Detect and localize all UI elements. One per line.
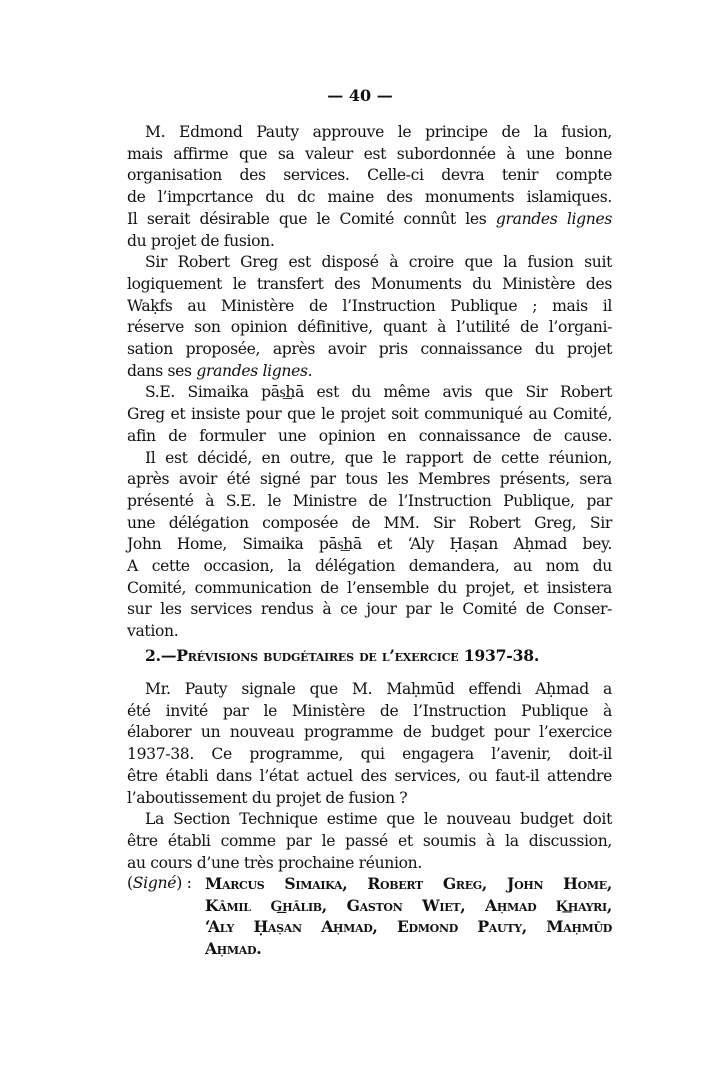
italic-phrase: grandes lignes (495, 209, 613, 228)
text-line: sation proposée, après avoir pris connaissance du projet (127, 340, 612, 359)
text-line: Il serait désirable que le Comité connût les grandes lignes (127, 209, 613, 228)
text-line: Il est décidé, en outre, que le rapport de cette réunion, (145, 448, 612, 467)
text-line: sur les services rendus à ce jour par le Comité de Conser- (127, 600, 612, 619)
paragraph-budget-question (127, 679, 612, 809)
text-line: de l’impcrtance du dc maine des monuments islamiques. (127, 188, 612, 207)
text-line: Comité, communication de l’ensemble du projet, et insistera (127, 578, 612, 597)
heading-number: 2.— (145, 646, 177, 665)
paragraph-greg-opinion (127, 252, 612, 382)
text-line: La Section Technique estime que le nouveau budget doit (145, 810, 612, 829)
text-line: vation. (127, 622, 179, 641)
paragraph-pauty-fusion (127, 122, 612, 252)
text-line: Waḳfs au Ministère de l’Instruction Publique ; mais il (127, 296, 612, 315)
text-line: au cours d’une très prochaine réunion. (127, 853, 422, 872)
italic-phrase: grandes lignes (196, 361, 308, 380)
text-line: Mr. Pauty signale que M. Maḥmūd effendi Aḥmad a (145, 680, 612, 698)
text-line: après avoir été signé par tous les Membres présents, sera (127, 470, 612, 489)
paragraph-decision (127, 448, 612, 643)
text-line: du projet de fusion. (127, 231, 275, 250)
text-line: John Home, Simaika pās͟hā et ‘Aly Ḥaṣan Aḥmad bey. (127, 535, 612, 554)
text-line: réserve son opinion définitive, quant à l’utilité de l’organi- (127, 318, 612, 337)
section-2-heading (145, 646, 539, 665)
text-line: présenté à S.E. le Ministre de l’Instruction Publique, par (127, 491, 612, 510)
text-line: S.E. Simaika pās͟hā est du même avis que Sir Robert (145, 383, 612, 402)
text-line: Sir Robert Greg est disposé à croire que la fusion suit (145, 253, 612, 272)
paragraph-simaika-avis (127, 382, 612, 447)
text-line: A cette occasion, la délégation demandera, au nom du (127, 557, 612, 576)
text-line: mais affirme que sa valeur est subordonnée à une bonne (127, 144, 612, 163)
signatory-line: Kāmil G͟hālib, Gaston Wiet, Aḥmad K͟hayri, (205, 895, 612, 915)
text-line: Greg et insiste pour que le projet soit communiqué au Comité, (127, 405, 612, 424)
text-line: 1937-38. Ce programme, qui engagera l’avenir, doit-il (127, 745, 612, 764)
text-line: être établi dans l’état actuel des services, ou faut-il attendre (127, 766, 612, 785)
text-line: été invité par le Ministère de l’Instruction Publique à (127, 701, 612, 720)
text-line: afin de formuler une opinion en connaissance de cause. (127, 426, 612, 445)
text-line: une délégation composée de MM. Sir Robert Greg, Sir (127, 513, 612, 532)
text-line: l’aboutissement du projet de fusion ? (127, 788, 408, 807)
signatory-line: Aḥmad. (205, 939, 262, 959)
page-number: — 40 — (327, 86, 393, 105)
text-line: logiquement le transfert des Monuments du Ministère des (127, 274, 612, 293)
text-line: élaborer un nouveau programme de budget pour l’exercice (127, 723, 612, 742)
signatures-block (127, 873, 612, 960)
text-line: dans ses grandes lignes. (127, 361, 313, 380)
text-line: être établi comme par le passé et soumis à la discussion, (127, 831, 612, 850)
text-line: organisation des services. Celle-ci devra tenir compte (127, 166, 612, 185)
text-line: M. Edmond Pauty approuve le principe de la fusion, (145, 123, 612, 141)
heading-title: Prévisions budgétaires de l’exercice 1937-38. (176, 646, 540, 665)
signed-label: (Signé) : (127, 874, 192, 892)
signatory-line: ‘Aly Ḥaṣan Aḥmad, Edmond Pauty, Maḥmūd (205, 917, 612, 937)
paragraph-section-technique (127, 809, 612, 874)
section-1-body (127, 122, 612, 643)
section-2-body (127, 679, 612, 874)
signatory-names (205, 873, 612, 960)
signatory-line: Marcus Simaika, Robert Greg, John Home, (205, 874, 612, 893)
